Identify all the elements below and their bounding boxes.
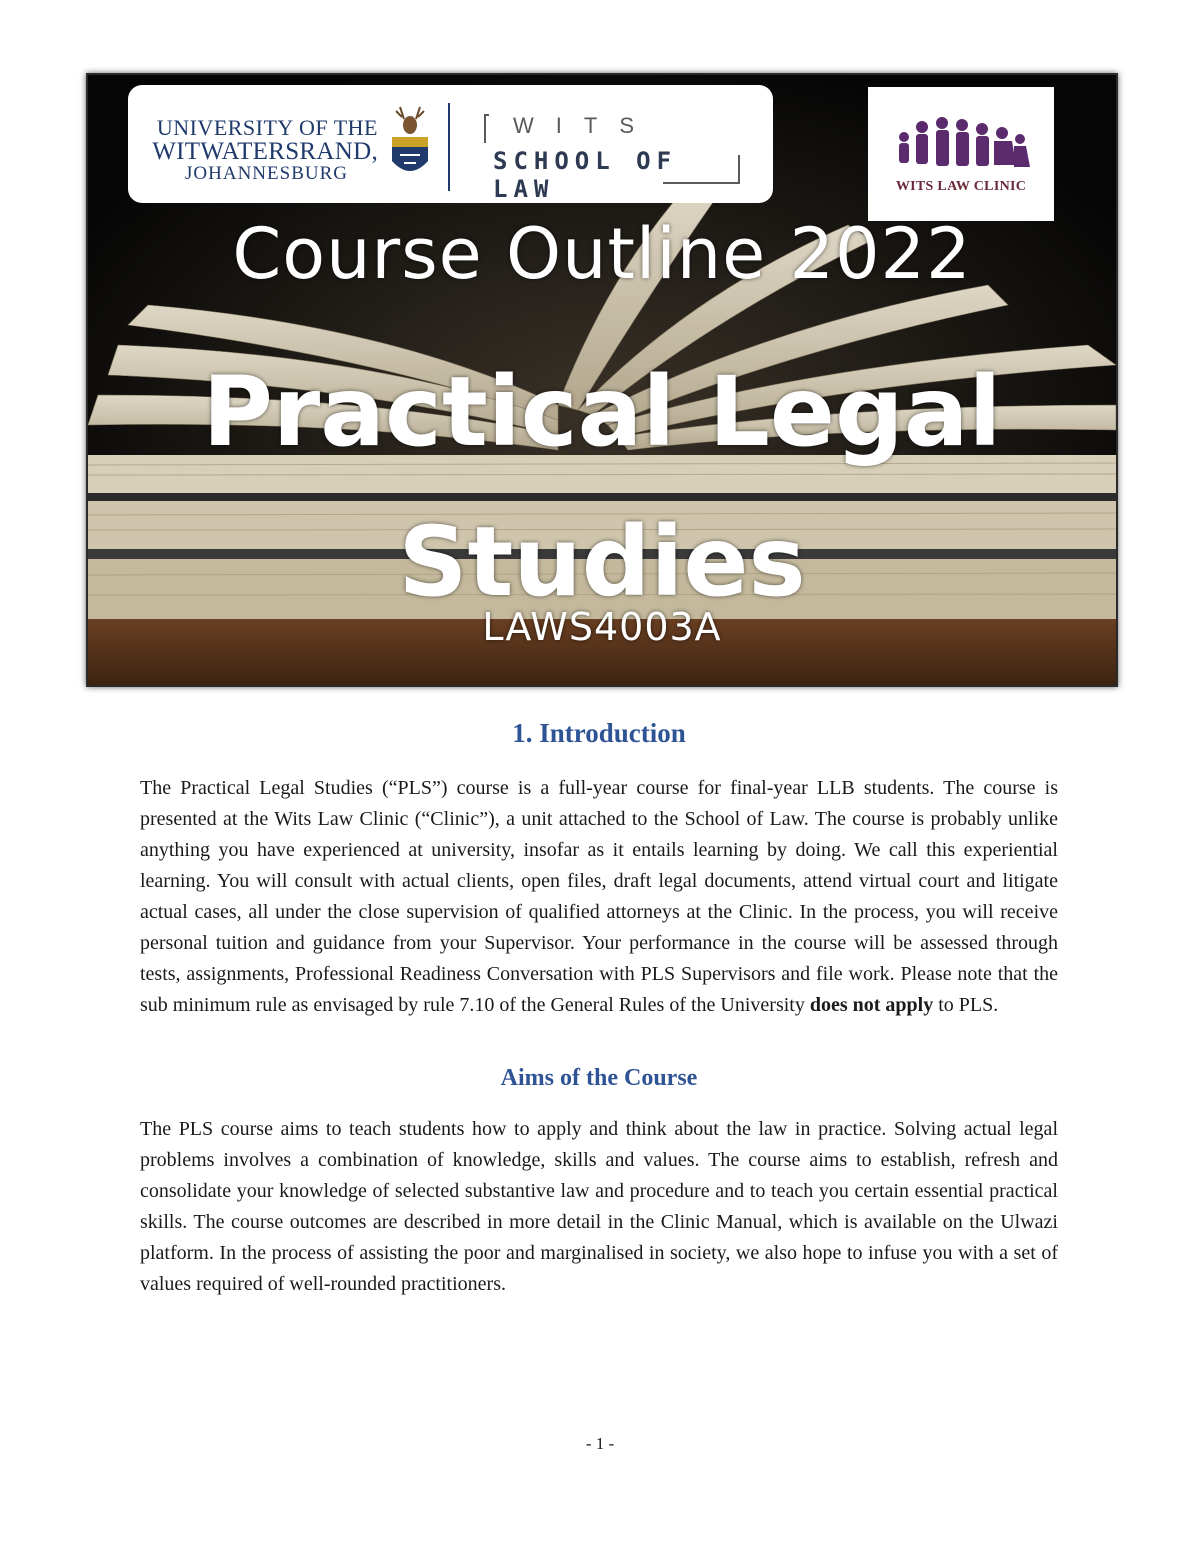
university-logo: [128, 85, 773, 203]
crest-icon: [386, 103, 434, 189]
course-code: LAWS4003A: [482, 605, 722, 649]
introduction-text-end: to PLS.: [933, 994, 999, 1016]
law-clinic-logo: [868, 87, 1054, 221]
cover-title-line3: Studies: [398, 506, 806, 618]
wits-wordmark: WITS: [513, 113, 656, 138]
school-of-law-wordmark: SCHOOL OF LAW: [493, 147, 678, 203]
university-name-line2: WITWATERSRAND,: [152, 138, 378, 165]
school-of-law-mark: [483, 109, 743, 203]
logo-divider: [448, 103, 450, 191]
page-number: - 1 -: [585, 1434, 615, 1453]
people-silhouettes-icon: [890, 115, 1032, 177]
aims-paragraph: The PLS course aims to teach students how to apply and think about the law in practice. Solving actual legal problems involves a combination of knowledge, skills and values. The course aims to establish, refresh and consolidate your knowledge of selected substantive law and procedure and to teach you certain essential practical skills. The course outcomes are described in more detail in the Clinic Manual, which is available on the Ulwazi platform. In the process of assisting the poor and marginalised in society, we also hope to infuse you with a set of values required of well-rounded practitioners.: [140, 1118, 1058, 1295]
cover-banner: [86, 73, 1118, 687]
introduction-heading: 1. Introduction: [512, 718, 686, 748]
university-name-line3: JOHANNESBURG: [185, 163, 348, 184]
aims-heading: Aims of the Course: [500, 1065, 698, 1091]
introduction-text: The Practical Legal Studies (“PLS”) course is a full-year course for final-year LLB students. The course is presented at the Wits Law Clinic (“Clinic”), a unit attached to the School of Law. The course is probably unlike anything you have experienced at university, insofar as it entails learning by doing. We call this experiential learning. You will consult with actual clients, open files, draft legal documents, attend virtual court and litigate actual cases, all under the close supervision of qualified attorneys at the Clinic. In the process, you will receive personal tuition and guidance from your Supervisor. Your performance in the course will be assessed through tests, assignments, Professional Readiness Conversation with PLS Supervisors and file work. Please note that the sub minimum rule as envisaged by rule 7.10 of the General Rules of the University: [140, 777, 1058, 1016]
university-name-line1: UNIVERSITY OF THE: [156, 115, 378, 140]
document-body: [140, 718, 1058, 1300]
introduction-paragraph: [140, 773, 1058, 1021]
cover-title-main: [88, 337, 1116, 637]
clinic-name: WITS LAW CLINIC: [895, 179, 1027, 194]
cover-title-line1: Course Outline 2022: [232, 213, 972, 295]
cover-title-line2: Practical Legal: [202, 356, 1002, 468]
introduction-emphasis: does not apply: [809, 994, 934, 1016]
